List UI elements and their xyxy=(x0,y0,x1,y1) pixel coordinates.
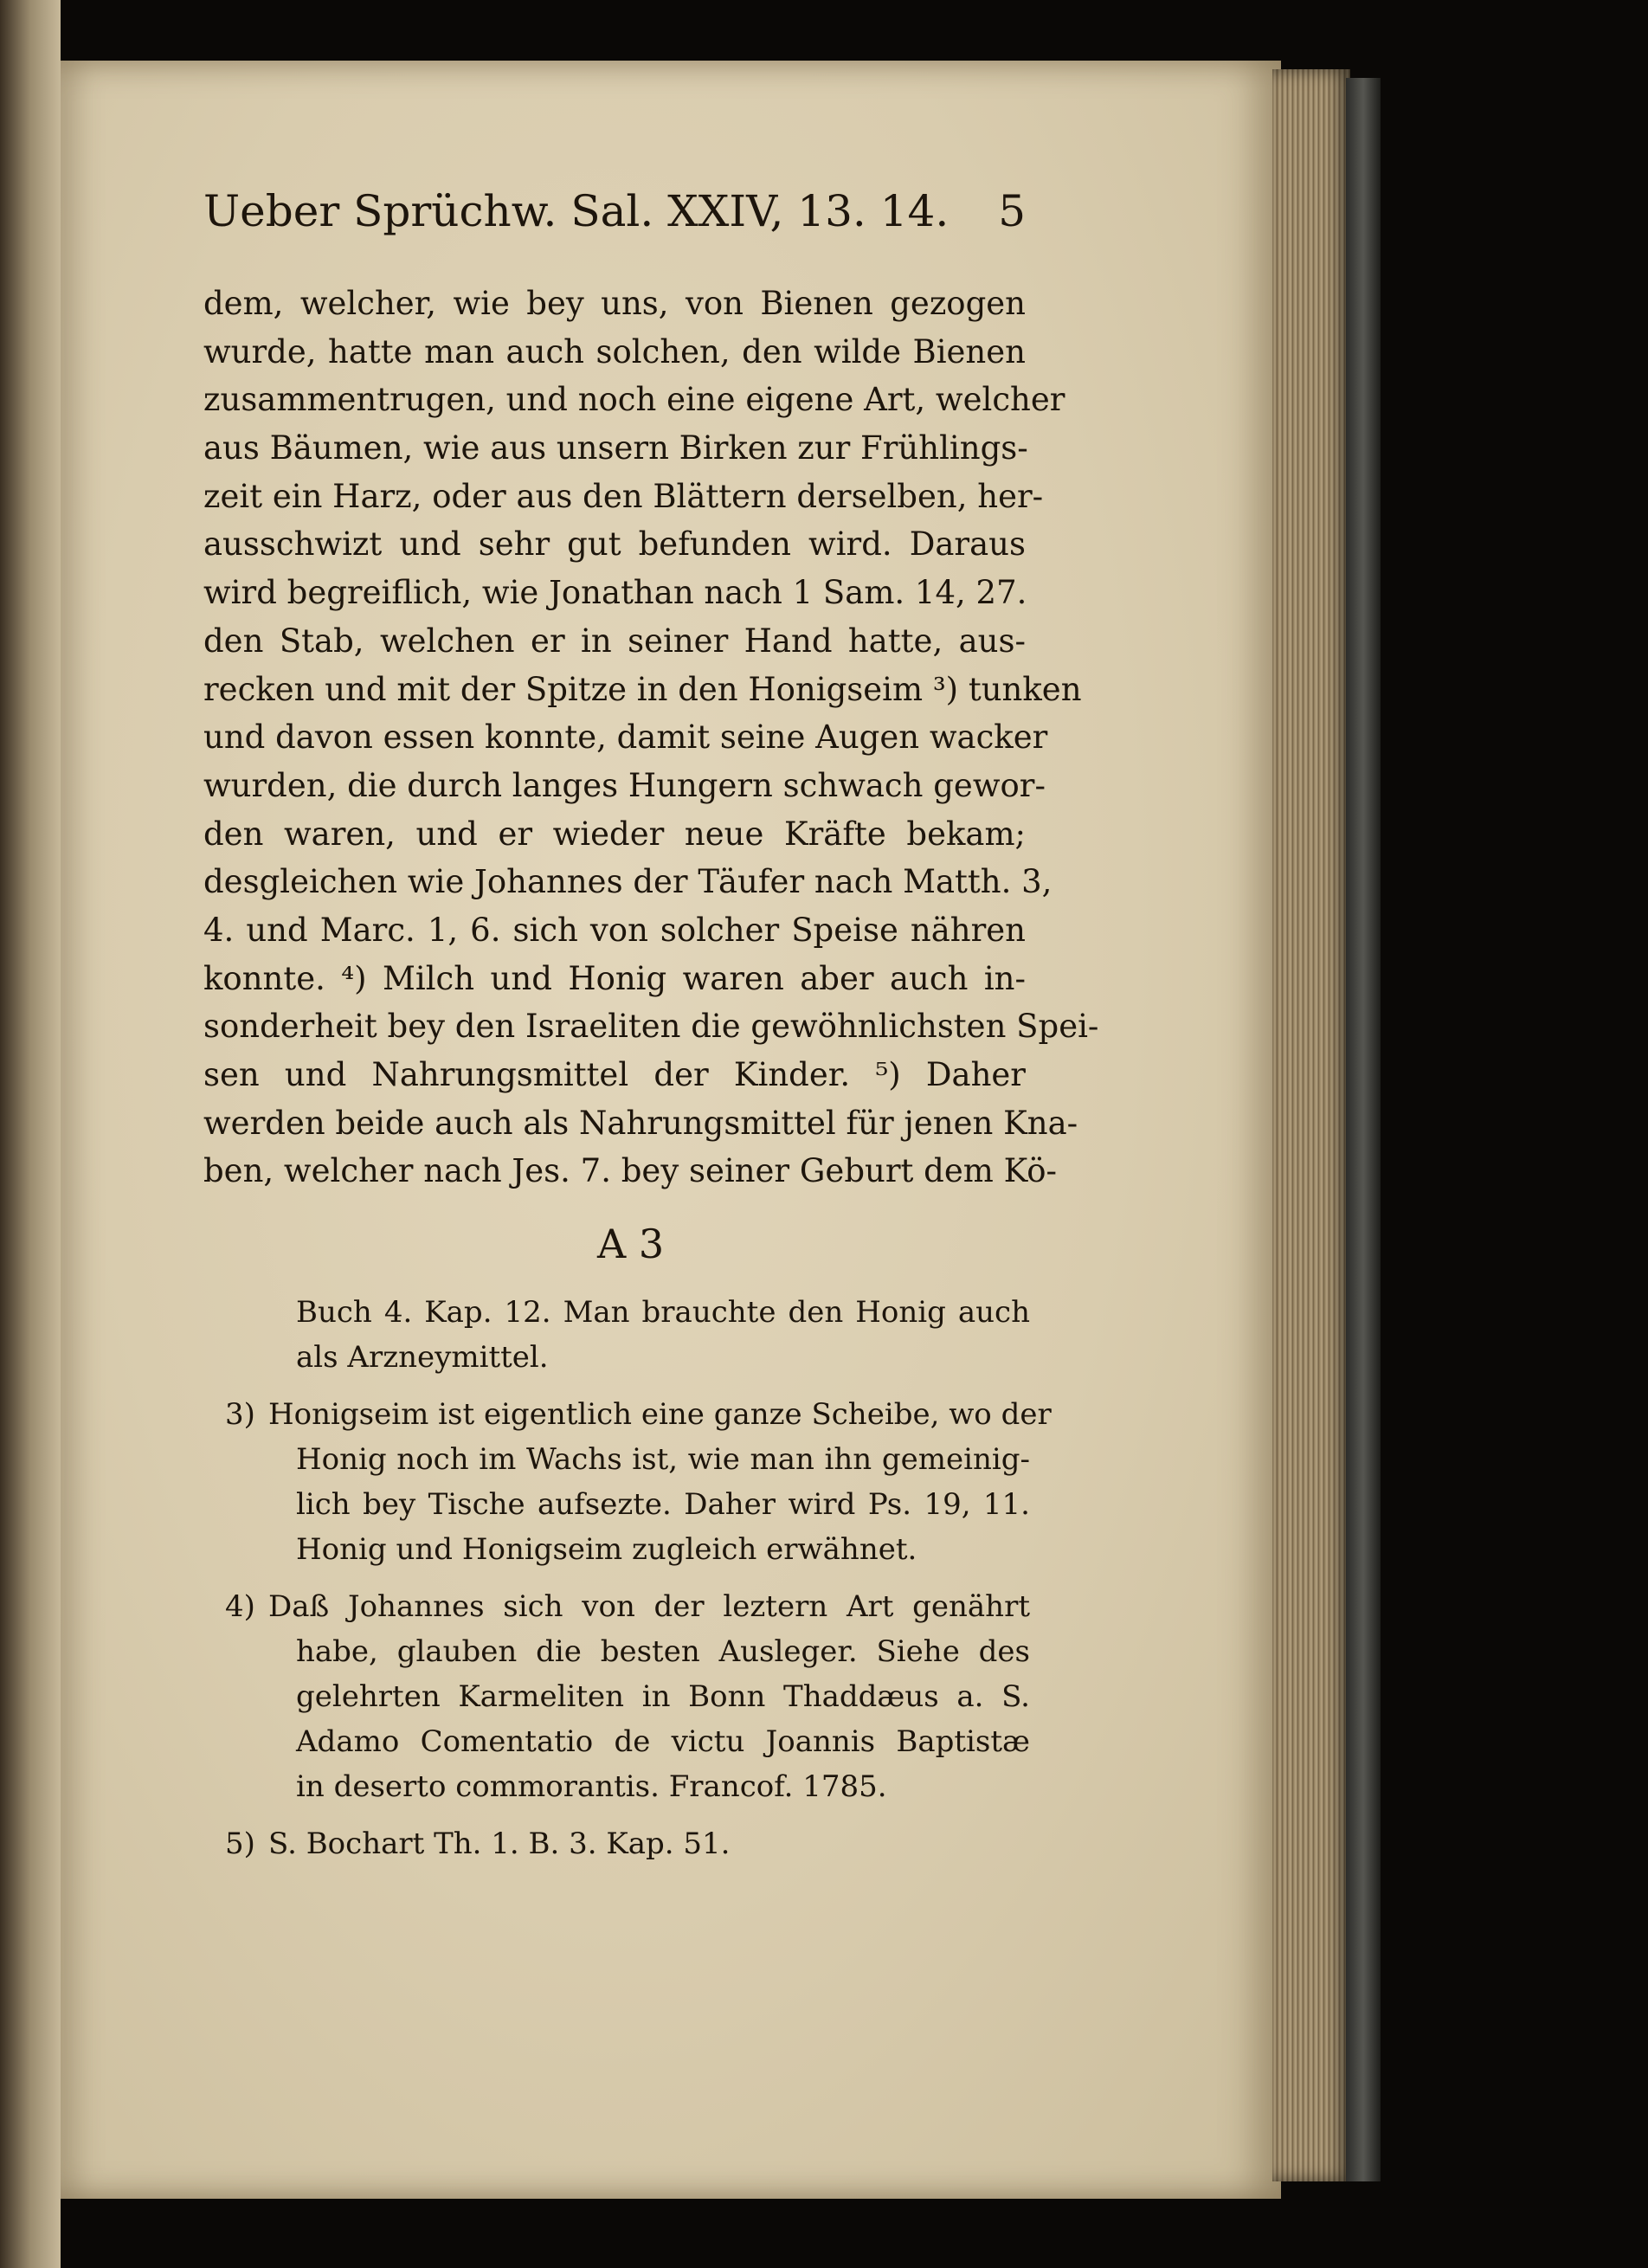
footnote-4 xyxy=(225,1584,1030,1809)
footnote-3 xyxy=(225,1392,1052,1572)
body-line: wird begreiflich, wie Jonathan nach 1 Sam. 14, 27. xyxy=(203,574,1027,612)
body-line: aus Bäumen, wie aus unsern Birken zur Frühlings- xyxy=(203,429,1028,467)
body-line: dem, welcher, wie bey uns, von Bienen gezogen xyxy=(203,285,1026,322)
footnote-line: habe, glauben die besten Ausleger. Siehe des xyxy=(296,1634,1030,1669)
footnotes xyxy=(225,1290,1052,1866)
main-text-block xyxy=(203,186,1099,1195)
footnote-text: Honigseim ist eigentlich eine ganze Scheibe, wo der xyxy=(268,1397,1052,1432)
footnote-line: lich bey Tische aufsezte. Daher wird Ps. 19, 11. xyxy=(296,1487,1030,1522)
footnote-number: 4) xyxy=(225,1589,255,1624)
body-line: werden beide auch als Nahrungsmittel für jenen Kna- xyxy=(203,1104,1078,1142)
footnote-number: 3) xyxy=(225,1397,255,1432)
body-line: ausschwizt und sehr gut befunden wird. Daraus xyxy=(203,525,1026,564)
body-line: recken und mit der Spitze in den Honigseim ³) tunken xyxy=(203,670,1082,708)
footnote-text: Daß Johannes sich von der leztern Art genährt xyxy=(268,1589,1030,1624)
footnote-line: Honig noch im Wachs ist, wie man ihn gemeinig- xyxy=(296,1442,1030,1477)
body-line: den waren, und er wieder neue Kräfte bekam; xyxy=(203,815,1026,853)
body-line: sen und Nahrungsmittel der Kinder. ⁵) Daher xyxy=(203,1056,1026,1093)
body-line: konnte. ⁴) Milch und Honig waren aber auch in- xyxy=(203,959,1026,997)
page-number: 5 xyxy=(998,186,1026,236)
body-line: desgleichen wie Johannes der Täufer nach Matth. 3, xyxy=(203,863,1053,901)
body-text xyxy=(203,280,1099,1195)
footnote-continuation xyxy=(225,1290,1030,1380)
running-title: Ueber Sprüchw. Sal. XXIV, 13. 14. xyxy=(203,186,950,236)
footnote-line: Buch 4. Kap. 12. Man brauchte den Honig auch xyxy=(296,1295,1030,1330)
body-line: den Stab, welchen er in seiner Hand hatte, aus- xyxy=(203,622,1026,660)
footnote-line: als Arzneymittel. xyxy=(296,1340,549,1375)
signature-mark: A 3 xyxy=(597,1221,665,1267)
footnote-line: gelehrten Karmeliten in Bonn Thaddæus a. S. xyxy=(296,1679,1030,1714)
footnote-number: 5) xyxy=(225,1827,255,1861)
footnote-text: S. Bochart Th. 1. B. 3. Kap. 51. xyxy=(268,1827,731,1861)
body-line: zeit ein Harz, oder aus den Blättern derselben, her- xyxy=(203,477,1044,515)
footnote-line xyxy=(225,1821,1030,1866)
page-stack-edges xyxy=(1272,69,1350,2181)
body-line: ben, welcher nach Jes. 7. bey seiner Geburt dem Kö- xyxy=(203,1152,1058,1190)
body-line: und davon essen konnte, damit seine Augen wacker xyxy=(203,718,1048,757)
body-line: zusammentrugen, und noch eine eigene Art, welcher xyxy=(203,381,1065,419)
footnote-line: Honig und Honigseim zugleich erwähnet. xyxy=(296,1532,917,1567)
footnote-line: in deserto commorantis. Francof. 1785. xyxy=(296,1769,887,1804)
book-cover-edge xyxy=(1346,78,1381,2181)
body-line: wurden, die durch langes Hungern schwach gewor- xyxy=(203,766,1046,804)
footnote-line xyxy=(225,1392,1052,1437)
footnote-line: Adamo Comentatio de victu Joannis Baptistæ xyxy=(296,1724,1030,1759)
body-line: sonderheit bey den Israeliten die gewöhnlichsten Spei- xyxy=(203,1008,1099,1046)
running-header xyxy=(203,186,1026,247)
body-line: wurde, hatte man auch solchen, den wilde Bienen xyxy=(203,332,1026,370)
body-line: 4. und Marc. 1, 6. sich von solcher Speise nähren xyxy=(203,911,1026,949)
left-page-edge xyxy=(0,0,61,2268)
footnote-line xyxy=(225,1584,1030,1629)
footnote-5 xyxy=(225,1821,1030,1866)
